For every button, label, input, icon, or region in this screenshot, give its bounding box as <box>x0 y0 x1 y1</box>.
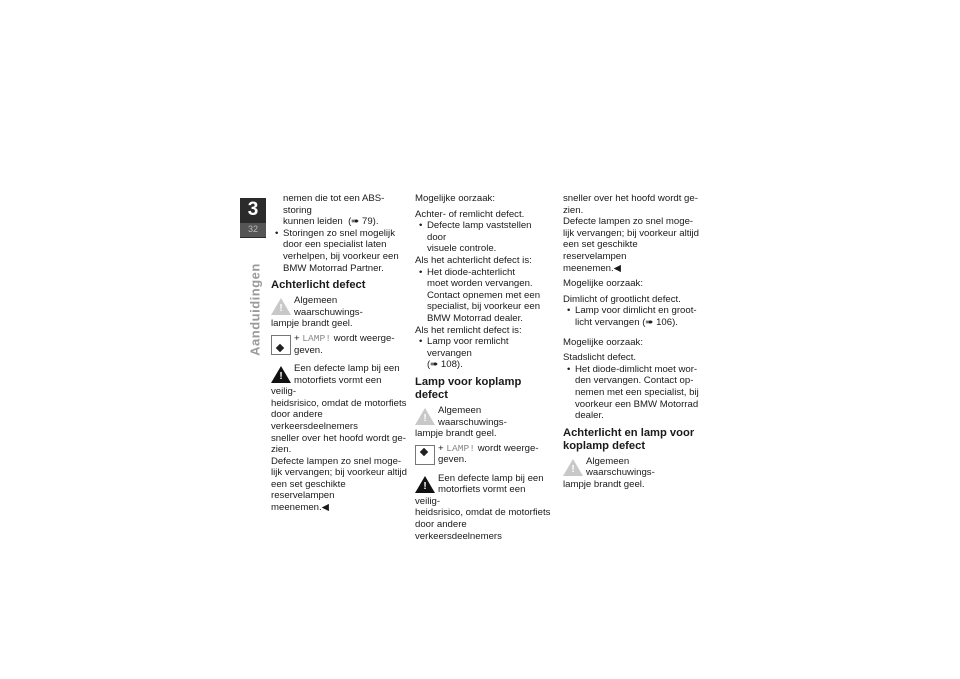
warning-triangle-icon: ! <box>271 297 291 317</box>
text-line: heidsrisico, omdat de motorfiets <box>271 397 407 409</box>
text-line: visuele controle. <box>427 243 497 255</box>
list-item: • Het diode-achterlicht <box>415 267 552 279</box>
column-3 <box>563 193 699 490</box>
chapter-number: 3 <box>247 199 259 220</box>
text-line: door andere verkeersdeelnemers <box>415 519 502 542</box>
text-line: lijk vervangen; bij voorkeur altijd <box>271 467 407 479</box>
column-2 <box>415 193 552 542</box>
text-line: Achter- of remlicht defect. <box>415 208 525 220</box>
lamp-note <box>271 333 407 360</box>
text-line: meenemen.◀ <box>563 262 622 274</box>
text-line: verhelpen, bij voorkeur een <box>283 250 399 262</box>
display-code: LAMP! <box>446 442 476 454</box>
text-line: Een defecte lamp bij een <box>438 472 544 484</box>
warning-note <box>563 456 699 491</box>
list-item: • Het diode-dimlicht moet wor- <box>563 364 699 376</box>
text-line: lijk vervangen; bij voorkeur altijd <box>563 227 699 239</box>
text-line: Dimlicht of grootlicht defect. <box>563 293 681 305</box>
text-line: + LAMP! wordt weerge- <box>294 332 395 344</box>
warning-note <box>271 295 407 330</box>
text-line: Contact opnemen met een <box>427 289 541 301</box>
lamp-indicator-icon <box>415 445 435 469</box>
text-line: Mogelijke oorzaak: <box>415 193 495 204</box>
text-line: Als het remlicht defect is: <box>415 324 522 336</box>
text-line: Algemeen waarschuwings- <box>586 455 655 479</box>
list-item: • Lamp voor dimlicht en groot- <box>563 305 699 317</box>
text-line: sneller over het hoofd wordt ge- <box>563 193 698 204</box>
text-line: voorkeur een BMW Motorrad <box>575 398 699 410</box>
page-reference[interactable]: (➠ 79). <box>348 216 379 228</box>
danger-triangle-icon: ! <box>415 475 435 495</box>
text-line: door andere verkeersdeelnemers <box>271 409 358 432</box>
text-line: Mogelijke oorzaak: <box>563 278 643 290</box>
section-heading: Achterlicht defect <box>271 279 366 292</box>
page-number: 32 <box>240 223 266 237</box>
text-line: nemen met een specialist, bij <box>575 386 699 398</box>
text-line: kunnen leiden (➠ 79). <box>283 216 379 228</box>
text-line: BMW Motorrad dealer. <box>427 312 523 324</box>
text-line: door een specialist laten <box>283 239 387 251</box>
text-line: motorfiets vormt een veilig- <box>271 374 382 398</box>
warning-note <box>415 405 552 440</box>
text-line: sneller over het hoofd wordt ge- <box>271 432 406 444</box>
display-code: LAMP! <box>302 332 332 344</box>
section-heading: Achterlicht en lamp voor koplamp defect <box>563 426 695 452</box>
text-line: zien. <box>563 204 584 216</box>
text-line: BMW Motorrad Partner. <box>283 262 384 274</box>
text-line: den vervangen. Contact op- <box>575 375 694 387</box>
danger-triangle-icon: ! <box>271 365 291 385</box>
text-line: Een defecte lamp bij een <box>294 362 400 374</box>
list-item: • Defecte lamp vaststellen door <box>415 220 552 243</box>
column-1 <box>271 193 407 514</box>
list-item: • Lamp voor remlicht vervangen <box>415 336 552 359</box>
text-line: lampje brandt geel. <box>271 318 353 330</box>
text-line: meenemen.◀ <box>271 502 330 514</box>
text-line: dealer. <box>575 410 604 422</box>
text-line: een set geschikte reservelampen <box>563 239 638 262</box>
lamp-indicator-icon <box>271 335 291 359</box>
text-line: heidsrisico, omdat de motorfiets <box>415 507 551 519</box>
text-line: lampje brandt geel. <box>415 428 497 440</box>
text-line: Als het achterlicht defect is: <box>415 254 532 266</box>
page-reference[interactable]: (➠ 108). <box>427 359 463 371</box>
text-line: Defecte lampen zo snel moge- <box>563 216 694 228</box>
chapter-title <box>245 252 265 372</box>
text-line: Algemeen waarschuwings- <box>438 404 507 428</box>
text-line: Defecte lampen zo snel moge- <box>271 455 402 467</box>
lamp-note <box>415 443 552 470</box>
danger-note <box>415 473 552 508</box>
warning-triangle-icon: ! <box>415 407 435 427</box>
text-line: geven. <box>294 344 323 356</box>
list-item: • Storingen zo snel mogelijk <box>271 228 407 240</box>
text-line: + LAMP! wordt weerge- <box>438 442 539 454</box>
text-line: Stadslicht defect. <box>563 352 637 364</box>
danger-note <box>271 363 407 398</box>
text-line: lampje brandt geel. <box>563 478 645 490</box>
text-line: zien. <box>271 444 292 456</box>
text-line: Mogelijke oorzaak: <box>563 336 643 348</box>
section-heading: Lamp voor koplamp defect <box>415 375 522 401</box>
warning-triangle-icon: ! <box>563 458 583 478</box>
chapter-tab <box>240 198 266 238</box>
text-line: moet worden vervangen. <box>427 278 533 290</box>
text-line: nemen die tot een ABS-storing <box>283 193 385 216</box>
chapter-title-text: Aanduidingen <box>247 263 263 356</box>
text-line: motorfiets vormt een veilig- <box>415 484 526 507</box>
text-line: licht vervangen (➠ 106). <box>575 316 678 328</box>
text-line: specialist, bij voorkeur een <box>427 301 541 313</box>
text-line: geven. <box>438 454 467 466</box>
text-line: een set geschikte reservelampen <box>271 478 346 502</box>
text-line: Algemeen waarschuwings- <box>294 295 363 318</box>
